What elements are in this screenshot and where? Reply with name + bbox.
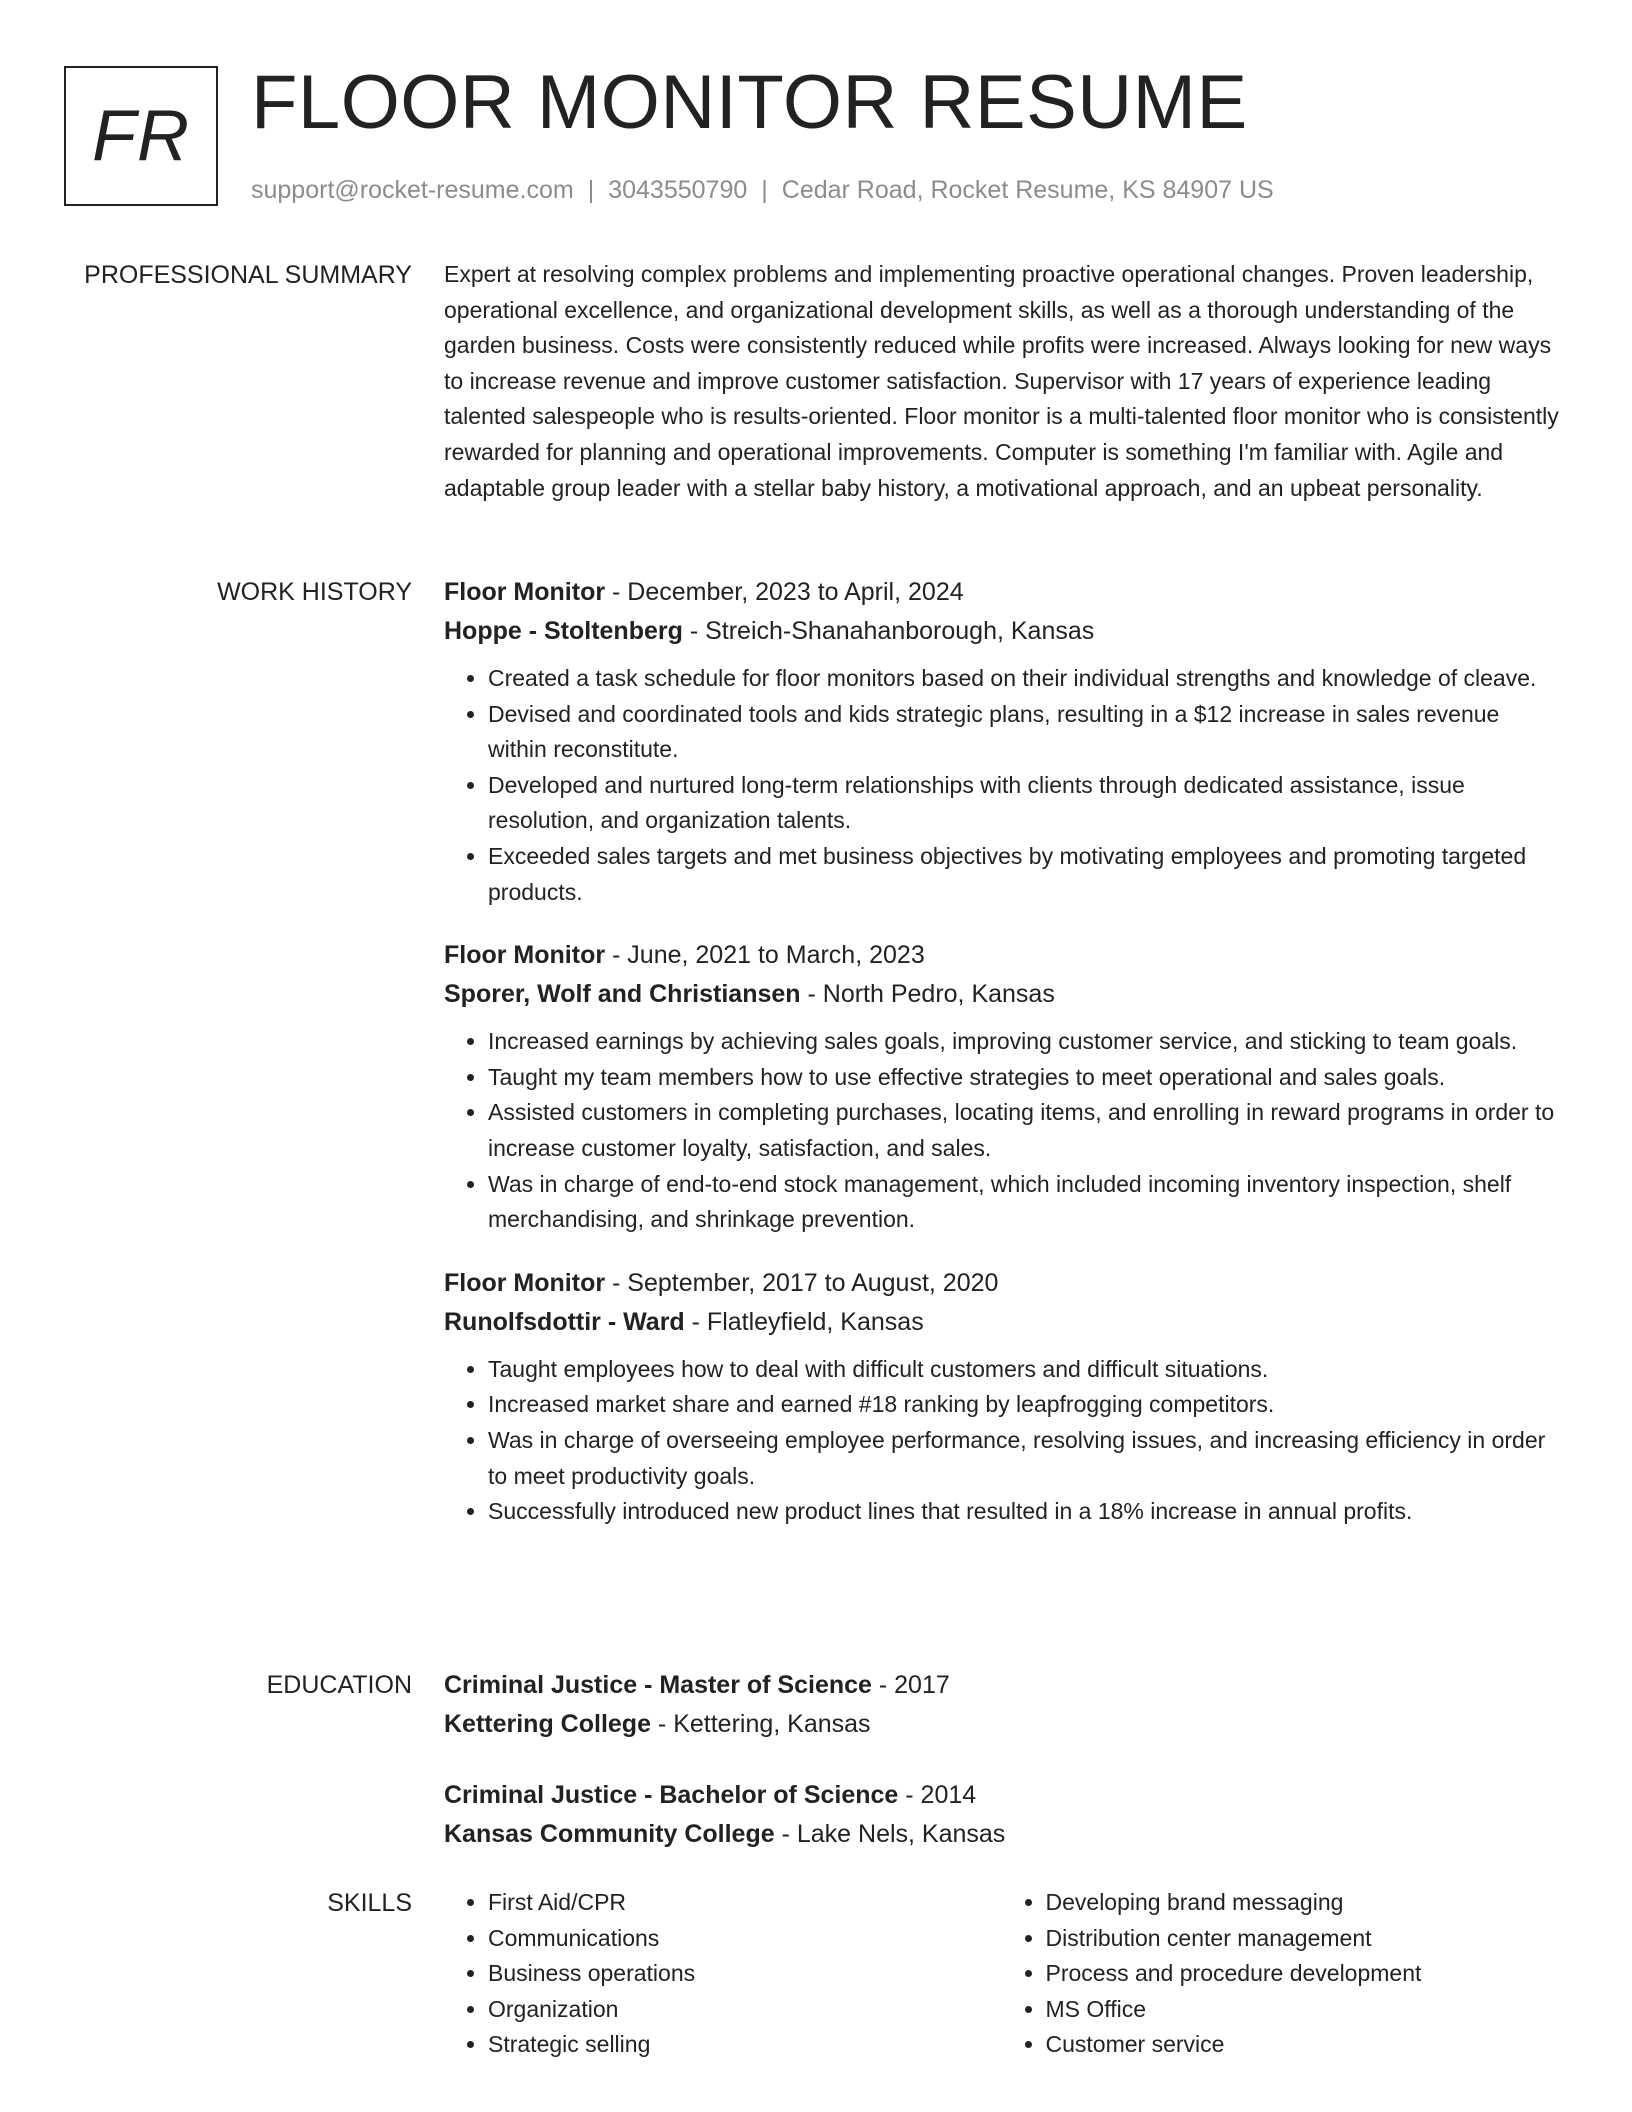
skill-item: • MS Office xyxy=(1046,1992,1560,2028)
contact-separator: | xyxy=(587,176,595,204)
skills-columns xyxy=(444,1885,1559,2063)
skill-item: • Distribution center management xyxy=(1046,1921,1560,1957)
job-company: Sporer, Wolf and Christiansen xyxy=(444,980,801,1009)
skill-item: • Strategic selling xyxy=(488,2027,1002,2063)
summary-text: Expert at resolving complex problems and implementing proactive operational changes. Proven leadership, operational excellence, and organizational development skills, as well as a thorough understanding of the garden business. Costs were consistently reduced while profits were increased. Always looking for new ways to increase revenue and improve customer satisfaction. Supervisor with 17 years of experience leading talented salespeople who is results-oriented. Floor monitor is a multi-talented floor monitor who is consistently rewarded for planning and operational improvements. Computer is something I'm familiar with. Agile and adaptable group leader with a stellar baby history, a motivational approach, and an upbeat personality. xyxy=(444,261,1559,501)
job-dates: - December, 2023 to April, 2024 xyxy=(605,578,964,606)
education-entry xyxy=(444,1776,1559,1854)
contact-phone[interactable]: 3043550790 xyxy=(608,176,748,204)
job-bullet: • Taught employees how to deal with difficult customers and difficult situations. xyxy=(488,1352,1559,1388)
job-bullet: • Was in charge of end-to-end stock management, which included incoming inventory inspection, shelf merchandising, and shrinkage prevention. xyxy=(488,1167,1559,1238)
education-year: - 2017 xyxy=(871,1671,950,1699)
skill-item: • Customer service xyxy=(1046,2027,1560,2063)
education-degree-line xyxy=(444,1776,1559,1815)
job-title-line xyxy=(444,573,1559,612)
contact-address: Cedar Road, Rocket Resume, KS 84907 US xyxy=(781,176,1274,204)
job-bullet: • Increased market share and earned #18 ranking by leapfrogging competitors. xyxy=(488,1387,1559,1423)
skill-item: • Developing brand messaging xyxy=(1046,1885,1560,1921)
job-dates: - September, 2017 to August, 2020 xyxy=(605,1268,999,1297)
education-school-line xyxy=(444,1705,1559,1744)
skill-item: • Process and procedure development xyxy=(1046,1956,1560,1992)
job-bullet: • Increased earnings by achieving sales goals, improving customer service, and sticking to team goals. xyxy=(488,1024,1559,1060)
job-bullets xyxy=(444,661,1559,910)
education-year: - 2014 xyxy=(898,1781,977,1809)
job-location: - Streich-Shanahanborough, Kansas xyxy=(682,617,1095,645)
skills-list-right xyxy=(1002,1885,1560,2063)
job-company: Runolfsdottir - Ward xyxy=(444,1307,685,1336)
job-entry xyxy=(444,573,1559,910)
education-school: Kettering College xyxy=(444,1710,651,1738)
job-title: Floor Monitor xyxy=(444,578,606,606)
job-bullets xyxy=(444,1024,1559,1238)
job-bullet: • Taught my team members how to use effective strategies to meet operational and sales goals. xyxy=(488,1060,1559,1096)
job-bullet: • Created a task schedule for floor monitors based on their individual strengths and knowledge of cleave. xyxy=(488,661,1559,697)
education-school-line xyxy=(444,1815,1559,1854)
skill-item: • Business operations xyxy=(488,1956,1002,1992)
job-bullet: • Successfully introduced new product lines that resulted in a 18% increase in annual profits. xyxy=(488,1494,1559,1530)
education-degree: Criminal Justice - Master of Science xyxy=(444,1671,872,1699)
job-title-line xyxy=(444,936,1559,975)
contact-email[interactable]: support@rocket-resume.com xyxy=(251,176,574,204)
job-company: Hoppe - Stoltenberg xyxy=(444,617,683,645)
section-label-education: EDUCATION xyxy=(266,1671,412,1699)
education-entry xyxy=(444,1666,1559,1744)
job-location: - North Pedro, Kansas xyxy=(800,980,1055,1009)
job-entry xyxy=(444,936,1559,1238)
job-bullets xyxy=(444,1352,1559,1530)
job-bullet: • Was in charge of overseeing employee performance, resolving issues, and increasing efficiency in order to meet productivity goals. xyxy=(488,1423,1559,1494)
summary-body xyxy=(444,257,1559,506)
job-title: Floor Monitor xyxy=(444,1268,606,1297)
resume-title: FLOOR MONITOR RESUME xyxy=(251,60,1248,145)
education-degree-line xyxy=(444,1666,1559,1705)
skill-item: • First Aid/CPR xyxy=(488,1885,1002,1921)
skill-item: • Organization xyxy=(488,1992,1002,2028)
education-location: - Lake Nels, Kansas xyxy=(774,1820,1006,1848)
section-label-skills: SKILLS xyxy=(327,1889,412,1917)
job-bullet: • Exceeded sales targets and met business objectives by motivating employees and promoting targeted products. xyxy=(488,839,1559,910)
job-location: - Flatleyfield, Kansas xyxy=(684,1307,924,1336)
education-body xyxy=(444,1666,1559,1886)
job-company-line xyxy=(444,975,1559,1014)
job-bullet: • Developed and nurtured long-term relationships with clients through dedicated assistance, issue resolution, and organization talents. xyxy=(488,768,1559,839)
job-company-line xyxy=(444,612,1559,651)
job-company-line xyxy=(444,1303,1559,1342)
job-bullet: • Devised and coordinated tools and kids strategic plans, resulting in a $12 increase in sales revenue within reconstitute. xyxy=(488,697,1559,768)
section-label-summary: PROFESSIONAL SUMMARY xyxy=(84,261,412,289)
job-dates: - June, 2021 to March, 2023 xyxy=(605,941,925,970)
skills-body xyxy=(444,1885,1559,2063)
education-location: - Kettering, Kansas xyxy=(650,1710,871,1738)
work-history-body xyxy=(444,573,1559,1556)
contact-separator: | xyxy=(761,176,768,204)
education-degree: Criminal Justice - Bachelor of Science xyxy=(444,1781,899,1809)
education-school: Kansas Community College xyxy=(444,1820,775,1848)
monogram-logo: FR xyxy=(64,66,218,206)
job-entry xyxy=(444,1264,1559,1530)
skills-list-left xyxy=(444,1885,1002,2063)
job-title: Floor Monitor xyxy=(444,941,606,970)
job-title-line xyxy=(444,1264,1559,1303)
contact-line xyxy=(251,172,1274,208)
section-label-work: WORK HISTORY xyxy=(217,578,412,606)
skill-item: • Communications xyxy=(488,1921,1002,1957)
job-bullet: • Assisted customers in completing purchases, locating items, and enrolling in reward programs in order to increase customer loyalty, satisfaction, and sales. xyxy=(488,1095,1559,1166)
